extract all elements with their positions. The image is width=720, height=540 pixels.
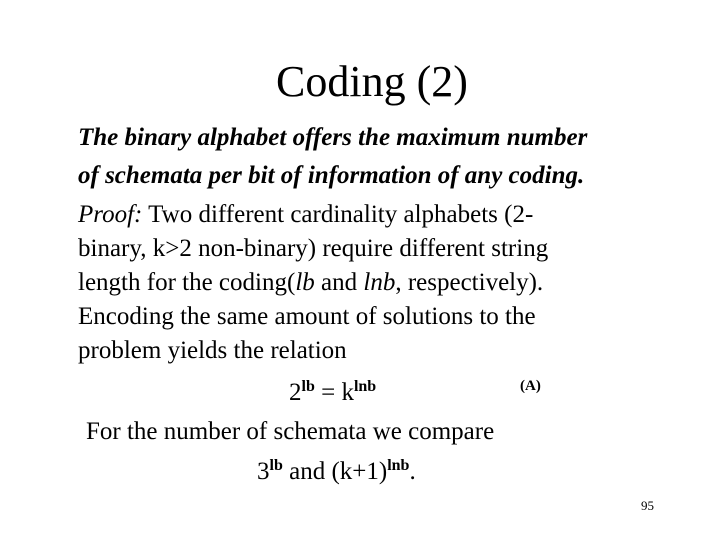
- slide-title: Coding (2): [276, 57, 468, 106]
- equation-exp-right: lnb: [353, 378, 377, 395]
- equation-base-left: 2: [289, 379, 302, 406]
- statement-line-2: of schemata per bit of information of any coding.: [78, 162, 585, 189]
- proof-line-3-and: and: [314, 269, 364, 296]
- proof-line-3-b: , respectively).: [395, 269, 544, 296]
- proof-line-5: problem yields the relation: [78, 337, 347, 364]
- proof-line-3-a: length for the coding(: [78, 269, 296, 296]
- proof-line-3: [78, 266, 543, 300]
- proof-line-1-text: Two different cardinality alphabets (2-: [142, 201, 534, 228]
- page-number: 95: [641, 498, 654, 513]
- compare-line: For the number of schemata we compare: [86, 418, 495, 445]
- compare-expression: [257, 455, 416, 492]
- lb-term: lb: [295, 269, 315, 296]
- proof-label: Proof:: [78, 201, 143, 228]
- relation-equation: [289, 376, 376, 413]
- equation-exp-left: lb: [301, 378, 315, 395]
- equation-base-right: k: [341, 379, 354, 406]
- equation-operator: =: [314, 379, 342, 406]
- proof-line-1: [78, 198, 533, 232]
- equation-label: (A): [520, 378, 541, 394]
- lnb-term: lnb: [363, 269, 396, 296]
- compare-end: .: [409, 458, 416, 485]
- proof-line-2: binary, k>2 non-binary) require different string: [78, 235, 549, 262]
- compare-exp-a: lb: [269, 457, 283, 474]
- statement-line-1: The binary alphabet offers the maximum number: [78, 124, 588, 151]
- proof-line-4: Encoding the same amount of solutions to the: [78, 303, 536, 330]
- compare-base-a: 3: [257, 458, 270, 485]
- compare-exp-b: lnb: [387, 457, 410, 474]
- compare-middle: and (k+1): [282, 458, 388, 485]
